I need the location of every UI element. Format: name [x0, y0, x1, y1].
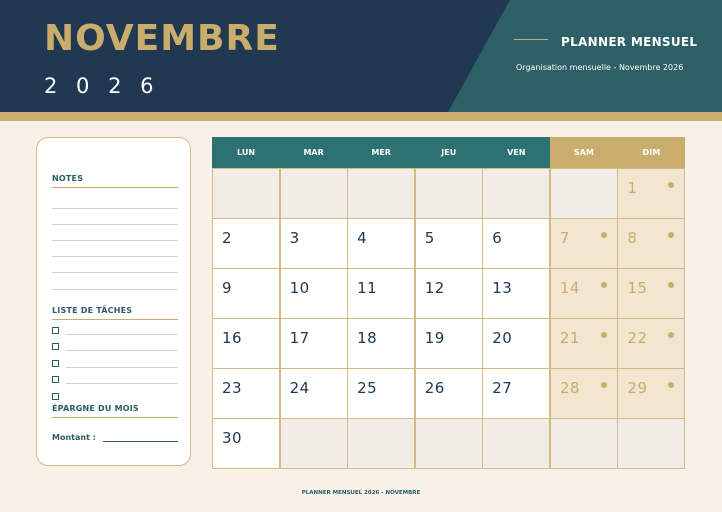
notes-title-underline [52, 187, 178, 188]
note-line[interactable] [52, 272, 178, 273]
day-cell[interactable] [212, 268, 280, 319]
day-cell[interactable] [617, 218, 685, 269]
day-number: 30 [222, 429, 243, 447]
note-line[interactable] [52, 289, 178, 290]
weekday-header-sam: SAM [550, 137, 618, 168]
note-line[interactable] [52, 256, 178, 257]
empty-day-cell [415, 168, 483, 219]
day-cell[interactable] [347, 268, 415, 319]
day-number: 17 [289, 329, 310, 347]
year-label: 2 0 2 6 [44, 74, 160, 98]
weekend-dot-icon [668, 182, 674, 188]
tasks-title: LISTE DE TÂCHES [52, 306, 133, 315]
task-checkbox[interactable] [52, 360, 59, 367]
day-cell[interactable] [482, 268, 550, 319]
task-checkbox[interactable] [52, 376, 59, 383]
empty-day-cell [617, 418, 685, 469]
planner-title: PLANNER MENSUEL [561, 35, 698, 49]
day-number: 9 [222, 279, 233, 297]
day-number: 18 [357, 329, 378, 347]
weekday-header-dim: DIM [617, 137, 685, 168]
tasks-title-underline [52, 319, 178, 320]
weekend-dot-icon [601, 382, 607, 388]
day-number: 6 [492, 229, 503, 247]
day-cell[interactable] [550, 318, 618, 369]
day-number: 5 [424, 229, 435, 247]
day-cell[interactable] [617, 318, 685, 369]
day-number: 15 [627, 279, 648, 297]
weekday-header-lun: LUN [212, 137, 280, 168]
day-number: 25 [357, 379, 378, 397]
calendar-grid [212, 137, 685, 468]
title-accent-line [514, 39, 548, 40]
empty-day-cell [347, 168, 415, 219]
day-cell[interactable] [280, 268, 348, 319]
empty-day-cell [482, 168, 550, 219]
day-cell[interactable] [617, 168, 685, 219]
amount-input-line[interactable] [103, 441, 178, 442]
weekend-dot-icon [668, 332, 674, 338]
day-number: 7 [559, 229, 570, 247]
day-cell[interactable] [415, 368, 483, 419]
task-item[interactable] [52, 327, 178, 337]
day-number: 8 [627, 229, 638, 247]
day-cell[interactable] [550, 368, 618, 419]
weekend-dot-icon [601, 332, 607, 338]
day-cell[interactable] [617, 368, 685, 419]
day-cell[interactable] [280, 218, 348, 269]
day-number: 27 [492, 379, 513, 397]
weekend-dot-icon [668, 232, 674, 238]
task-item[interactable] [52, 376, 178, 386]
savings-title: ÉPARGNE DU MOIS [52, 404, 139, 413]
day-number: 10 [289, 279, 310, 297]
day-cell[interactable] [550, 268, 618, 319]
notes-title: NOTES [52, 174, 84, 183]
weekend-dot-icon [668, 282, 674, 288]
weekend-dot-icon [601, 282, 607, 288]
task-checkbox[interactable] [52, 327, 59, 334]
weekend-dot-icon [601, 232, 607, 238]
header-gold-band [0, 112, 722, 121]
day-number: 28 [559, 379, 580, 397]
empty-day-cell [550, 418, 618, 469]
task-line [66, 383, 178, 384]
day-number: 1 [627, 179, 638, 197]
sidebar-panel [36, 137, 191, 466]
weekend-dot-icon [668, 382, 674, 388]
day-number: 24 [289, 379, 310, 397]
footer-label: PLANNER MENSUEL 2026 - NOVEMBRE [301, 490, 421, 496]
task-item[interactable] [52, 343, 178, 353]
task-item[interactable] [52, 360, 178, 370]
savings-title-underline [52, 417, 178, 418]
weekday-header-mer: MER [347, 137, 415, 168]
task-line [66, 367, 178, 368]
task-item[interactable] [52, 393, 178, 403]
planner-subtitle: Organisation mensuelle - Novembre 2026 [516, 63, 684, 72]
day-cell[interactable] [347, 318, 415, 369]
day-number: 23 [222, 379, 243, 397]
empty-day-cell [212, 168, 280, 219]
day-cell[interactable] [212, 318, 280, 369]
day-cell[interactable] [212, 368, 280, 419]
day-number: 3 [289, 229, 300, 247]
day-cell[interactable] [482, 318, 550, 369]
day-cell[interactable] [617, 268, 685, 319]
task-line [66, 334, 178, 335]
weekday-header-ven: VEN [482, 137, 550, 168]
day-number: 11 [357, 279, 378, 297]
month-title: NOVEMBRE [44, 18, 280, 59]
amount-label: Montant : [52, 433, 96, 442]
day-number: 16 [222, 329, 243, 347]
day-number: 19 [424, 329, 445, 347]
header-banner [0, 0, 722, 112]
day-number: 21 [559, 329, 580, 347]
day-number: 2 [222, 229, 233, 247]
day-cell[interactable] [415, 318, 483, 369]
day-number: 4 [357, 229, 368, 247]
day-number: 20 [492, 329, 513, 347]
note-line[interactable] [52, 240, 178, 241]
task-checkbox[interactable] [52, 343, 59, 350]
note-line[interactable] [52, 224, 178, 225]
empty-day-cell [415, 418, 483, 469]
day-cell[interactable] [415, 268, 483, 319]
weekday-header-jeu: JEU [415, 137, 483, 168]
day-number: 13 [492, 279, 513, 297]
day-number: 22 [627, 329, 648, 347]
empty-day-cell [280, 418, 348, 469]
day-cell[interactable] [482, 218, 550, 269]
day-cell[interactable] [212, 418, 280, 469]
day-number: 26 [424, 379, 445, 397]
day-cell[interactable] [415, 218, 483, 269]
day-cell[interactable] [212, 218, 280, 269]
day-cell[interactable] [347, 368, 415, 419]
task-checkbox[interactable] [52, 393, 59, 400]
day-number: 12 [424, 279, 445, 297]
empty-day-cell [550, 168, 618, 219]
task-line [66, 350, 178, 351]
day-number: 14 [559, 279, 580, 297]
empty-day-cell [280, 168, 348, 219]
weekday-header-mar: MAR [280, 137, 348, 168]
day-cell[interactable] [550, 218, 618, 269]
empty-day-cell [482, 418, 550, 469]
day-number: 29 [627, 379, 648, 397]
day-cell[interactable] [347, 218, 415, 269]
note-line[interactable] [52, 208, 178, 209]
day-cell[interactable] [280, 318, 348, 369]
empty-day-cell [347, 418, 415, 469]
day-cell[interactable] [482, 368, 550, 419]
day-cell[interactable] [280, 368, 348, 419]
